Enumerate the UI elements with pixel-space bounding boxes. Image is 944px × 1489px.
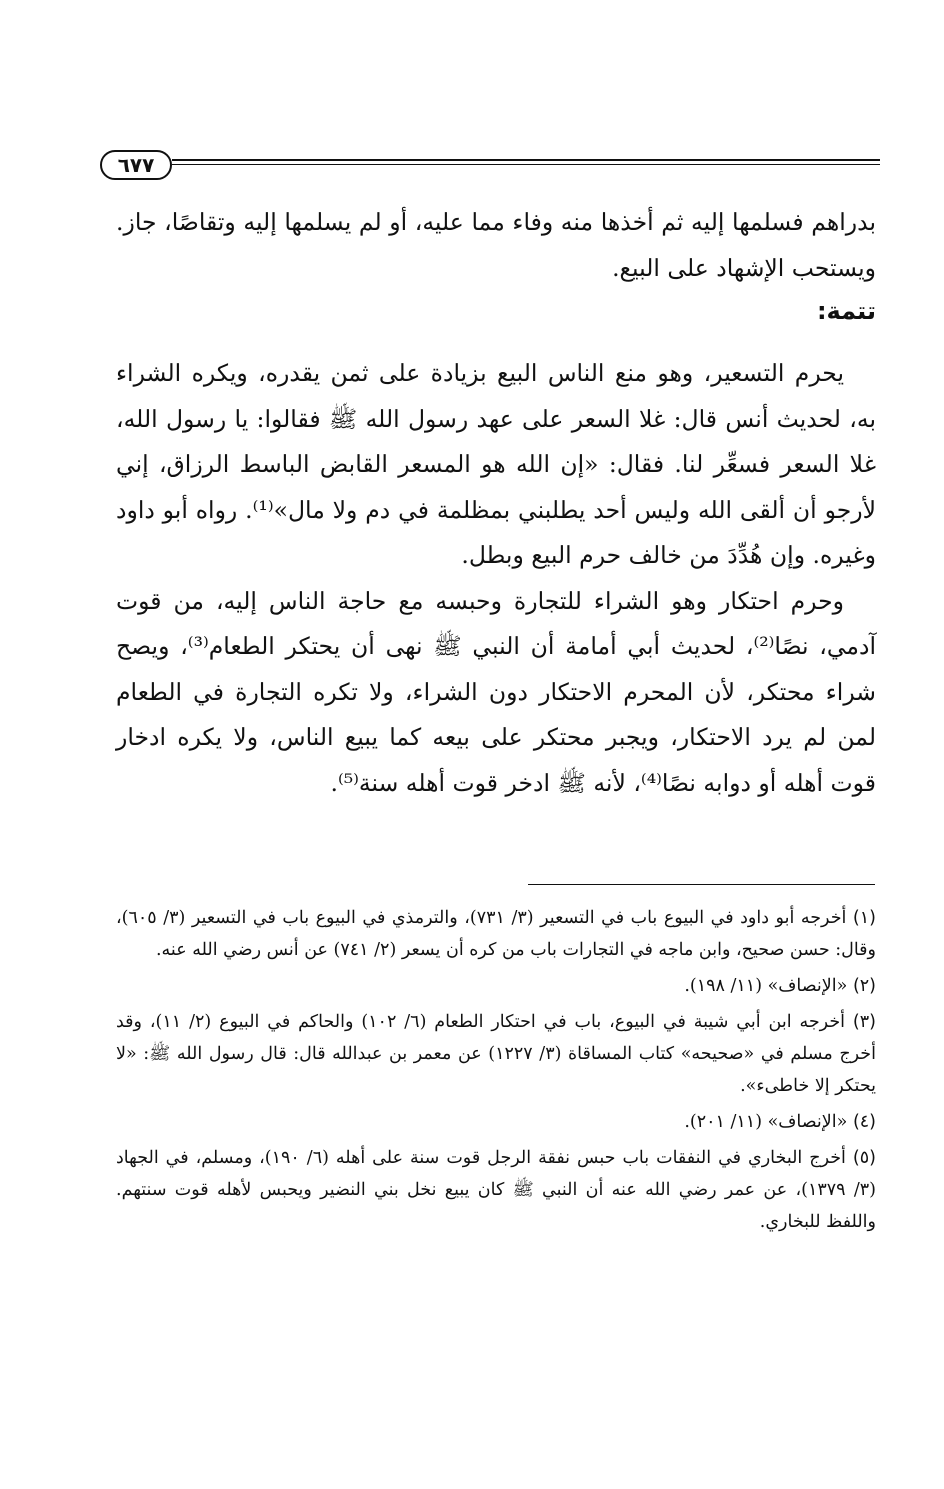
header-rule-thick bbox=[172, 159, 880, 161]
main-text bbox=[116, 200, 876, 806]
footnote-1 bbox=[116, 902, 876, 966]
footnote-4 bbox=[116, 1106, 876, 1138]
footnote-text: «الإنصاف» (١١/ ١٩٨). bbox=[684, 976, 848, 996]
footnote-text: أخرج البخاري في النفقات باب حبس نفقة الرجل قوت سنة على أهله (٦/ ١٩٠)، ومسلم، في الجهاد (٣/ ١٣٧٩)، عن عمر رضي الله عنه أن النبي ﷺ كان يبيع نخل بني النضير ويحبس لأهله قوت سنتهم. واللفظ للبخاري. bbox=[116, 1148, 876, 1232]
footnote-text: أخرجه أبو داود في البيوع باب في التسعير (٣/ ٧٣١)، والترمذي في البيوع باب في التسعير (٣/ ٦٠٥)، وقال: حسن صحيح، وابن ماجه في التجارات باب من كره أن يسعر (٢/ ٧٤١) عن أنس رضي الله عنه. bbox=[116, 908, 876, 960]
paragraph-2: يحرم التسعير، وهو منع الناس البيع بزيادة على ثمن يقدره، ويكره الشراء به، لحديث أنس قال: غلا السعر على عهد رسول الله ﷺ فقالوا: يا رسول الله، غلا السعر فسعِّر لنا. فقال: «إن الله هو المسعر القابض الباسط الرزاق، إني لأرجو أن ألقى الله وليس أحد يطلبني بمظلمة في دم ولا مال»⁽¹⁾. رواه أبو داود وغيره. وإن هُدِّدَ من خالف حرم البيع وبطل. bbox=[116, 359, 876, 569]
footnote-text: «الإنصاف» (١١/ ٢٠١). bbox=[684, 1112, 848, 1132]
paragraph-3: وحرم احتكار وهو الشراء للتجارة وحبسه مع حاجة الناس إليه، من قوت آدمي، نصًا⁽²⁾، لحديث أبي أمامة أن النبي ﷺ نهى أن يحتكر الطعام⁽³⁾، ويصح شراء محتكر، لأن المحرم الاحتكار دون الشراء، ولا تكره التجارة في الطعام لمن لم يرد الاحتكار، ويجبر محتكر على بيعه كما يبيع الناس، ولا يكره ادخار قوت أهله أو دوابه نصًا⁽⁴⁾، لأنه ﷺ ادخر قوت أهله سنة⁽⁵⁾. bbox=[116, 586, 877, 797]
footnotes bbox=[116, 902, 876, 1242]
footnote-divider bbox=[528, 884, 875, 885]
paragraph-1: بدراهم فسلمها إليه ثم أخذها منه وفاء مما عليه، أو لم يسلمها إليه وتقاصًا، جاز. ويستحب الإشهاد على البيع. bbox=[116, 208, 876, 282]
footnote-number: (٢) bbox=[852, 976, 876, 996]
footnote-text: أخرجه ابن أبي شيبة في البيوع، باب في احتكار الطعام (٦/ ١٠٢) والحاكم في البيوع (٢/ ١١)، وقد أخرج مسلم في «صحيحه» كتاب المساقاة (٣/ ١٢٢٧) عن معمر بن عبدالله قال: قال رسول الله ﷺ: «لا يحتكر إلا خاطىء». bbox=[116, 1012, 876, 1096]
header-rule-thin bbox=[172, 164, 880, 165]
footnote-5 bbox=[116, 1142, 876, 1238]
footnote-number: (٤) bbox=[852, 1112, 876, 1132]
footnote-number: (١) bbox=[852, 908, 876, 928]
footnote-2 bbox=[116, 970, 876, 1002]
page-number: ٦٧٧ bbox=[100, 150, 172, 180]
section-heading: تتمة: bbox=[816, 297, 876, 325]
page-header bbox=[100, 150, 880, 184]
footnote-number: (٣) bbox=[852, 1012, 876, 1032]
footnote-3 bbox=[116, 1006, 876, 1102]
footnote-number: (٥) bbox=[852, 1148, 876, 1168]
